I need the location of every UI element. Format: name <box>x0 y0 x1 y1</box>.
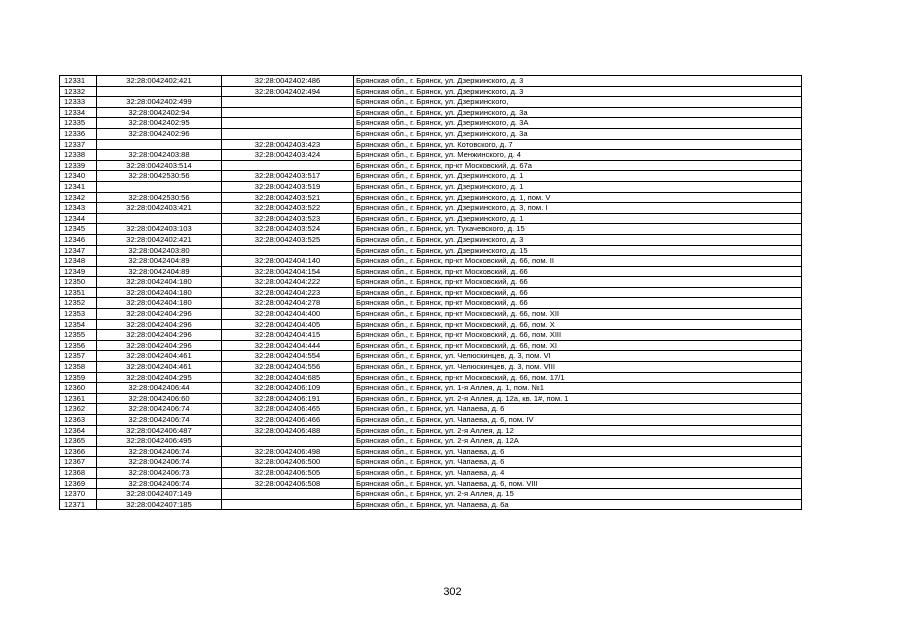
related-cadastral-number-cell: 32:28:0042404:444 <box>222 340 354 351</box>
related-cadastral-number-cell: 32:28:0042402:494 <box>222 86 354 97</box>
related-cadastral-number-cell: 32:28:0042404:278 <box>222 298 354 309</box>
table-row <box>60 256 802 267</box>
table-row <box>60 362 802 373</box>
table-row <box>60 489 802 500</box>
row-number-cell: 12359 <box>60 372 97 383</box>
cadastral-table <box>59 75 802 510</box>
related-cadastral-number-cell <box>222 436 354 447</box>
cadastral-number-cell: 32:28:0042402:94 <box>97 107 222 118</box>
address-cell: Брянская обл., г. Брянск, пр-кт Московский, д. 66 <box>354 298 802 309</box>
address-cell: Брянская обл., г. Брянск, ул. Чапаева, д. 4 <box>354 467 802 478</box>
related-cadastral-number-cell: 32:28:0042404:405 <box>222 319 354 330</box>
row-number-cell: 12341 <box>60 181 97 192</box>
cadastral-number-cell <box>97 213 222 224</box>
related-cadastral-number-cell: 32:28:0042406:466 <box>222 415 354 426</box>
table-row <box>60 415 802 426</box>
cadastral-number-cell: 32:28:0042404:295 <box>97 372 222 383</box>
address-cell: Брянская обл., г. Брянск, ул. Менжинского, д. 4 <box>354 150 802 161</box>
address-cell: Брянская обл., г. Брянск, ул. Дзержинского, д. 1 <box>354 181 802 192</box>
cadastral-number-cell: 32:28:0042404:296 <box>97 309 222 320</box>
table-row <box>60 457 802 468</box>
table-row <box>60 467 802 478</box>
cadastral-number-cell: 32:28:0042530:56 <box>97 171 222 182</box>
table-row <box>60 287 802 298</box>
related-cadastral-number-cell: 32:28:0042406:508 <box>222 478 354 489</box>
table-row <box>60 404 802 415</box>
related-cadastral-number-cell: 32:28:0042403:524 <box>222 224 354 235</box>
row-number-cell: 12332 <box>60 86 97 97</box>
related-cadastral-number-cell: 32:28:0042404:554 <box>222 351 354 362</box>
related-cadastral-number-cell: 32:28:0042404:154 <box>222 266 354 277</box>
address-cell: Брянская обл., г. Брянск, пр-кт Московский, д. 66, пом. XII <box>354 309 802 320</box>
address-cell: Брянская обл., г. Брянск, пр-кт Московский, д. 66, пом. XI <box>354 340 802 351</box>
table-row <box>60 478 802 489</box>
cadastral-number-cell: 32:28:0042406:495 <box>97 436 222 447</box>
cadastral-number-cell: 32:28:0042406:74 <box>97 457 222 468</box>
table-row <box>60 150 802 161</box>
address-cell: Брянская обл., г. Брянск, ул. Челюскинцев, д. 3, пом. VIII <box>354 362 802 373</box>
table-row <box>60 181 802 192</box>
table-row <box>60 266 802 277</box>
address-cell: Брянская обл., г. Брянск, пр-кт Московский, д. 66, пом. XIII <box>354 330 802 341</box>
address-cell: Брянская обл., г. Брянск, ул. Котовского, д. 7 <box>354 139 802 150</box>
row-number-cell: 12354 <box>60 319 97 330</box>
cadastral-number-cell: 32:28:0042406:74 <box>97 446 222 457</box>
table-row <box>60 351 802 362</box>
row-number-cell: 12363 <box>60 415 97 426</box>
address-cell: Брянская обл., г. Брянск, ул. 1-я Аллея, д. 1, пом. №1 <box>354 383 802 394</box>
row-number-cell: 12344 <box>60 213 97 224</box>
address-cell: Брянская обл., г. Брянск, ул. Дзержинского, д. 3 <box>354 234 802 245</box>
table-row <box>60 425 802 436</box>
address-cell: Брянская обл., г. Брянск, пр-кт Московский, д. 66, пом. 17/1 <box>354 372 802 383</box>
row-number-cell: 12342 <box>60 192 97 203</box>
cadastral-number-cell: 32:28:0042403:514 <box>97 160 222 171</box>
related-cadastral-number-cell: 32:28:0042403:521 <box>222 192 354 203</box>
address-cell: Брянская обл., г. Брянск, ул. Чапаева, д. 6 <box>354 457 802 468</box>
cadastral-number-cell: 32:28:0042404:180 <box>97 298 222 309</box>
table-row <box>60 330 802 341</box>
table-row <box>60 446 802 457</box>
row-number-cell: 12365 <box>60 436 97 447</box>
table-row <box>60 309 802 320</box>
cadastral-number-cell: 32:28:0042402:421 <box>97 76 222 87</box>
related-cadastral-number-cell <box>222 245 354 256</box>
cadastral-number-cell: 32:28:0042406:73 <box>97 467 222 478</box>
row-number-cell: 12343 <box>60 203 97 214</box>
table-row <box>60 224 802 235</box>
related-cadastral-number-cell: 32:28:0042404:415 <box>222 330 354 341</box>
row-number-cell: 12333 <box>60 97 97 108</box>
row-number-cell: 12346 <box>60 234 97 245</box>
row-number-cell: 12367 <box>60 457 97 468</box>
row-number-cell: 12366 <box>60 446 97 457</box>
table-row <box>60 383 802 394</box>
related-cadastral-number-cell <box>222 97 354 108</box>
related-cadastral-number-cell <box>222 499 354 510</box>
address-cell: Брянская обл., г. Брянск, ул. Чапаева, д. 6, пом. VIII <box>354 478 802 489</box>
row-number-cell: 12337 <box>60 139 97 150</box>
table-row <box>60 213 802 224</box>
cadastral-number-cell: 32:28:0042404:296 <box>97 340 222 351</box>
cadastral-number-cell <box>97 86 222 97</box>
row-number-cell: 12338 <box>60 150 97 161</box>
address-cell: Брянская обл., г. Брянск, ул. Дзержинского, д. 3 <box>354 86 802 97</box>
row-number-cell: 12349 <box>60 266 97 277</box>
table-row <box>60 393 802 404</box>
address-cell: Брянская обл., г. Брянск, ул. Дзержинского, <box>354 97 802 108</box>
table-row <box>60 372 802 383</box>
related-cadastral-number-cell: 32:28:0042406:498 <box>222 446 354 457</box>
related-cadastral-number-cell: 32:28:0042404:685 <box>222 372 354 383</box>
cadastral-number-cell: 32:28:0042406:74 <box>97 404 222 415</box>
related-cadastral-number-cell: 32:28:0042406:488 <box>222 425 354 436</box>
row-number-cell: 12352 <box>60 298 97 309</box>
cadastral-number-cell: 32:28:0042404:296 <box>97 330 222 341</box>
address-cell: Брянская обл., г. Брянск, ул. Дзержинского, д. 3 <box>354 76 802 87</box>
address-cell: Брянская обл., г. Брянск, ул. 2-я Аллея, д. 15 <box>354 489 802 500</box>
cadastral-number-cell: 32:28:0042404:296 <box>97 319 222 330</box>
address-cell: Брянская обл., г. Брянск, ул. Чапаева, д. 6, пом. IV <box>354 415 802 426</box>
related-cadastral-number-cell: 32:28:0042406:109 <box>222 383 354 394</box>
address-cell: Брянская обл., г. Брянск, ул. Дзержинского, д. 3а <box>354 128 802 139</box>
table-row <box>60 171 802 182</box>
row-number-cell: 12336 <box>60 128 97 139</box>
cadastral-number-cell: 32:28:0042407:149 <box>97 489 222 500</box>
cadastral-number-cell: 32:28:0042406:60 <box>97 393 222 404</box>
address-cell: Брянская обл., г. Брянск, ул. Чапаева, д. 6а <box>354 499 802 510</box>
cadastral-number-cell: 32:28:0042402:499 <box>97 97 222 108</box>
row-number-cell: 12335 <box>60 118 97 129</box>
table-row <box>60 128 802 139</box>
row-number-cell: 12351 <box>60 287 97 298</box>
row-number-cell: 12360 <box>60 383 97 394</box>
address-cell: Брянская обл., г. Брянск, ул. Дзержинского, д. 1, пом. V <box>354 192 802 203</box>
row-number-cell: 12331 <box>60 76 97 87</box>
table-row <box>60 203 802 214</box>
cadastral-number-cell: 32:28:0042403:88 <box>97 150 222 161</box>
related-cadastral-number-cell: 32:28:0042406:465 <box>222 404 354 415</box>
row-number-cell: 12340 <box>60 171 97 182</box>
cadastral-number-cell: 32:28:0042406:487 <box>97 425 222 436</box>
address-cell: Брянская обл., г. Брянск, пр-кт Московский, д. 66 <box>354 277 802 288</box>
cadastral-number-cell: 32:28:0042404:461 <box>97 351 222 362</box>
row-number-cell: 12356 <box>60 340 97 351</box>
address-cell: Брянская обл., г. Брянск, ул. 2-я Аллея, д. 12А <box>354 436 802 447</box>
address-cell: Брянская обл., г. Брянск, ул. Чапаева, д. 6 <box>354 404 802 415</box>
table-row <box>60 499 802 510</box>
address-cell: Брянская обл., г. Брянск, ул. Дзержинского, д. 3а <box>354 107 802 118</box>
related-cadastral-number-cell <box>222 489 354 500</box>
related-cadastral-number-cell: 32:28:0042403:424 <box>222 150 354 161</box>
row-number-cell: 12347 <box>60 245 97 256</box>
row-number-cell: 12357 <box>60 351 97 362</box>
cadastral-number-cell: 32:28:0042406:74 <box>97 415 222 426</box>
cadastral-number-cell: 32:28:0042403:103 <box>97 224 222 235</box>
address-cell: Брянская обл., г. Брянск, пр-кт Московский, д. 66, пом. II <box>354 256 802 267</box>
related-cadastral-number-cell: 32:28:0042404:222 <box>222 277 354 288</box>
cadastral-number-cell: 32:28:0042406:74 <box>97 478 222 489</box>
row-number-cell: 12348 <box>60 256 97 267</box>
row-number-cell: 12364 <box>60 425 97 436</box>
related-cadastral-number-cell <box>222 128 354 139</box>
cadastral-number-cell: 32:28:0042530:56 <box>97 192 222 203</box>
related-cadastral-number-cell: 32:28:0042403:519 <box>222 181 354 192</box>
page-number: 302 <box>443 586 462 598</box>
address-cell: Брянская обл., г. Брянск, ул. Дзержинского, д. 3, пом. I <box>354 203 802 214</box>
row-number-cell: 12370 <box>60 489 97 500</box>
table-row <box>60 97 802 108</box>
related-cadastral-number-cell <box>222 118 354 129</box>
address-cell: Брянская обл., г. Брянск, ул. Челюскинцев, д. 3, пом. VI <box>354 351 802 362</box>
related-cadastral-number-cell: 32:28:0042404:556 <box>222 362 354 373</box>
cadastral-number-cell: 32:28:0042402:95 <box>97 118 222 129</box>
table-row <box>60 277 802 288</box>
address-cell: Брянская обл., г. Брянск, ул. 2-я Аллея, д. 12а, кв. 1#, пом. 1 <box>354 393 802 404</box>
related-cadastral-number-cell <box>222 160 354 171</box>
table-row <box>60 118 802 129</box>
related-cadastral-number-cell <box>222 107 354 118</box>
related-cadastral-number-cell: 32:28:0042403:522 <box>222 203 354 214</box>
cadastral-number-cell: 32:28:0042404:89 <box>97 266 222 277</box>
cadastral-number-cell: 32:28:0042404:180 <box>97 287 222 298</box>
table-row <box>60 340 802 351</box>
table-row <box>60 160 802 171</box>
address-cell: Брянская обл., г. Брянск, ул. Чапаева, д. 6 <box>354 446 802 457</box>
row-number-cell: 12350 <box>60 277 97 288</box>
table-row <box>60 319 802 330</box>
address-cell: Брянская обл., г. Брянск, ул. Тухачевского, д. 15 <box>354 224 802 235</box>
cadastral-number-cell: 32:28:0042402:421 <box>97 234 222 245</box>
table-row <box>60 86 802 97</box>
row-number-cell: 12371 <box>60 499 97 510</box>
row-number-cell: 12353 <box>60 309 97 320</box>
row-number-cell: 12368 <box>60 467 97 478</box>
address-cell: Брянская обл., г. Брянск, ул. Дзержинского, д. 1 <box>354 171 802 182</box>
cadastral-number-cell <box>97 181 222 192</box>
related-cadastral-number-cell: 32:28:0042404:400 <box>222 309 354 320</box>
related-cadastral-number-cell: 32:28:0042403:517 <box>222 171 354 182</box>
row-number-cell: 12355 <box>60 330 97 341</box>
cadastral-number-cell: 32:28:0042403:421 <box>97 203 222 214</box>
related-cadastral-number-cell: 32:28:0042406:191 <box>222 393 354 404</box>
address-cell: Брянская обл., г. Брянск, пр-кт Московский, д. 67а <box>354 160 802 171</box>
related-cadastral-number-cell: 32:28:0042402:486 <box>222 76 354 87</box>
related-cadastral-number-cell: 32:28:0042404:223 <box>222 287 354 298</box>
table-row <box>60 245 802 256</box>
address-cell: Брянская обл., г. Брянск, ул. Дзержинского, д. 3А <box>354 118 802 129</box>
cadastral-number-cell <box>97 139 222 150</box>
row-number-cell: 12339 <box>60 160 97 171</box>
table-row <box>60 139 802 150</box>
cadastral-number-cell: 32:28:0042403:80 <box>97 245 222 256</box>
address-cell: Брянская обл., г. Брянск, пр-кт Московский, д. 66 <box>354 287 802 298</box>
cadastral-number-cell: 32:28:0042402:96 <box>97 128 222 139</box>
cadastral-number-cell: 32:28:0042404:89 <box>97 256 222 267</box>
address-cell: Брянская обл., г. Брянск, ул. 2-я Аллея, д. 12 <box>354 425 802 436</box>
row-number-cell: 12334 <box>60 107 97 118</box>
table-row <box>60 234 802 245</box>
cadastral-number-cell: 32:28:0042407:185 <box>97 499 222 510</box>
row-number-cell: 12361 <box>60 393 97 404</box>
cadastral-number-cell: 32:28:0042404:461 <box>97 362 222 373</box>
related-cadastral-number-cell: 32:28:0042403:523 <box>222 213 354 224</box>
table-row <box>60 298 802 309</box>
related-cadastral-number-cell: 32:28:0042406:505 <box>222 467 354 478</box>
row-number-cell: 12345 <box>60 224 97 235</box>
row-number-cell: 12358 <box>60 362 97 373</box>
row-number-cell: 12362 <box>60 404 97 415</box>
table-row <box>60 436 802 447</box>
related-cadastral-number-cell: 32:28:0042403:525 <box>222 234 354 245</box>
address-cell: Брянская обл., г. Брянск, ул. Дзержинского, д. 1 <box>354 213 802 224</box>
cadastral-number-cell: 32:28:0042404:180 <box>97 277 222 288</box>
address-cell: Брянская обл., г. Брянск, ул. Дзержинского, д. 15 <box>354 245 802 256</box>
related-cadastral-number-cell: 32:28:0042404:140 <box>222 256 354 267</box>
address-cell: Брянская обл., г. Брянск, пр-кт Московский, д. 66 <box>354 266 802 277</box>
table-body <box>60 76 802 510</box>
related-cadastral-number-cell: 32:28:0042403:423 <box>222 139 354 150</box>
related-cadastral-number-cell: 32:28:0042406:500 <box>222 457 354 468</box>
table-row <box>60 76 802 87</box>
table-row <box>60 107 802 118</box>
table-row <box>60 192 802 203</box>
row-number-cell: 12369 <box>60 478 97 489</box>
cadastral-number-cell: 32:28:0042406:44 <box>97 383 222 394</box>
address-cell: Брянская обл., г. Брянск, пр-кт Московский, д. 66, пом. X <box>354 319 802 330</box>
